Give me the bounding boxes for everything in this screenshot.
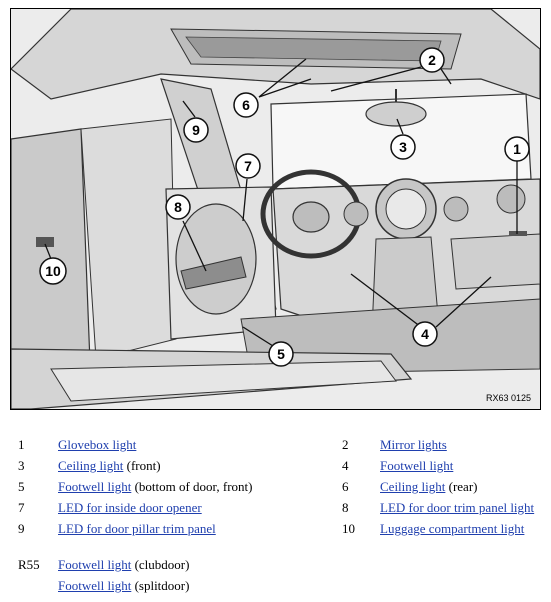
right-outer-vent: [497, 185, 525, 213]
callout-6: [234, 93, 258, 117]
footwell-light-splitdoor-link[interactable]: Footwell light: [58, 578, 132, 593]
variant-note: (clubdoor): [131, 557, 190, 572]
led-door-pillar-link[interactable]: LED for door pillar trim panel: [58, 521, 216, 536]
callout-5: [269, 342, 293, 366]
ceiling-light-rear-link[interactable]: Ceiling light: [380, 479, 446, 494]
glovebox: [451, 234, 540, 289]
callout-10: [40, 258, 66, 284]
legend-number: 1: [18, 437, 25, 452]
figure-reference: RX63 0125: [485, 393, 531, 403]
legend-number: 10: [342, 521, 355, 536]
legend-number: 4: [342, 458, 349, 473]
footwell-light-link[interactable]: Footwell light: [380, 458, 454, 473]
car-interior-figure: [10, 8, 541, 410]
variant-note: (splitdoor): [131, 578, 190, 593]
sunroof-glass: [186, 37, 441, 61]
led-door-trim-link[interactable]: LED for door trim panel light: [380, 500, 535, 515]
variant-label: R55: [18, 557, 40, 572]
rear-view-mirror: [366, 102, 426, 126]
callout-3: [391, 135, 415, 159]
callout-2-text: 2: [428, 52, 436, 68]
glovebox-light-fixture: [509, 231, 527, 236]
legend-number: 3: [18, 458, 25, 473]
legend-note: (front): [123, 458, 161, 473]
callout-1-text: 1: [513, 141, 521, 157]
callout-10-text: 10: [45, 263, 61, 279]
door-speaker-trim: [176, 204, 256, 314]
legend-number: 6: [342, 479, 349, 494]
interior-illustration: [11, 9, 540, 409]
callout-9: [184, 118, 208, 142]
speedometer-dial: [386, 189, 426, 229]
callout-1: [505, 137, 529, 161]
callout-6-text: 6: [242, 97, 250, 113]
led-door-opener-link[interactable]: LED for inside door opener: [58, 500, 202, 515]
luggage-light-link[interactable]: Luggage compartment light: [380, 521, 525, 536]
callout-8: [166, 195, 190, 219]
footwell-light-door-link[interactable]: Footwell light: [58, 479, 132, 494]
legend-note: (bottom of door, front): [131, 479, 253, 494]
right-center-vent: [444, 197, 468, 221]
footwell-light-clubdoor-link[interactable]: Footwell light: [58, 557, 132, 572]
callout-9-text: 9: [192, 122, 200, 138]
callout-7-text: 7: [244, 158, 252, 174]
legend-number: 9: [18, 521, 25, 536]
door-pillar: [81, 119, 176, 359]
legend-note: (rear): [445, 479, 478, 494]
callout-7: [236, 154, 260, 178]
callout-5-text: 5: [277, 346, 285, 362]
callout-3-text: 3: [399, 139, 407, 155]
glovebox-light-link[interactable]: Glovebox light: [58, 437, 137, 452]
legend-number: 8: [342, 500, 349, 515]
steering-hub: [293, 202, 329, 232]
callout-2: [420, 48, 444, 72]
ceiling-light-front-link[interactable]: Ceiling light: [58, 458, 124, 473]
legend-number: 7: [18, 500, 25, 515]
legend-number: 5: [18, 479, 25, 494]
legend-number: 2: [342, 437, 349, 452]
callout-4: [413, 322, 437, 346]
left-center-vent: [344, 202, 368, 226]
mirror-lights-link[interactable]: Mirror lights: [380, 437, 447, 452]
callout-8-text: 8: [174, 199, 182, 215]
callout-4-text: 4: [421, 326, 429, 342]
